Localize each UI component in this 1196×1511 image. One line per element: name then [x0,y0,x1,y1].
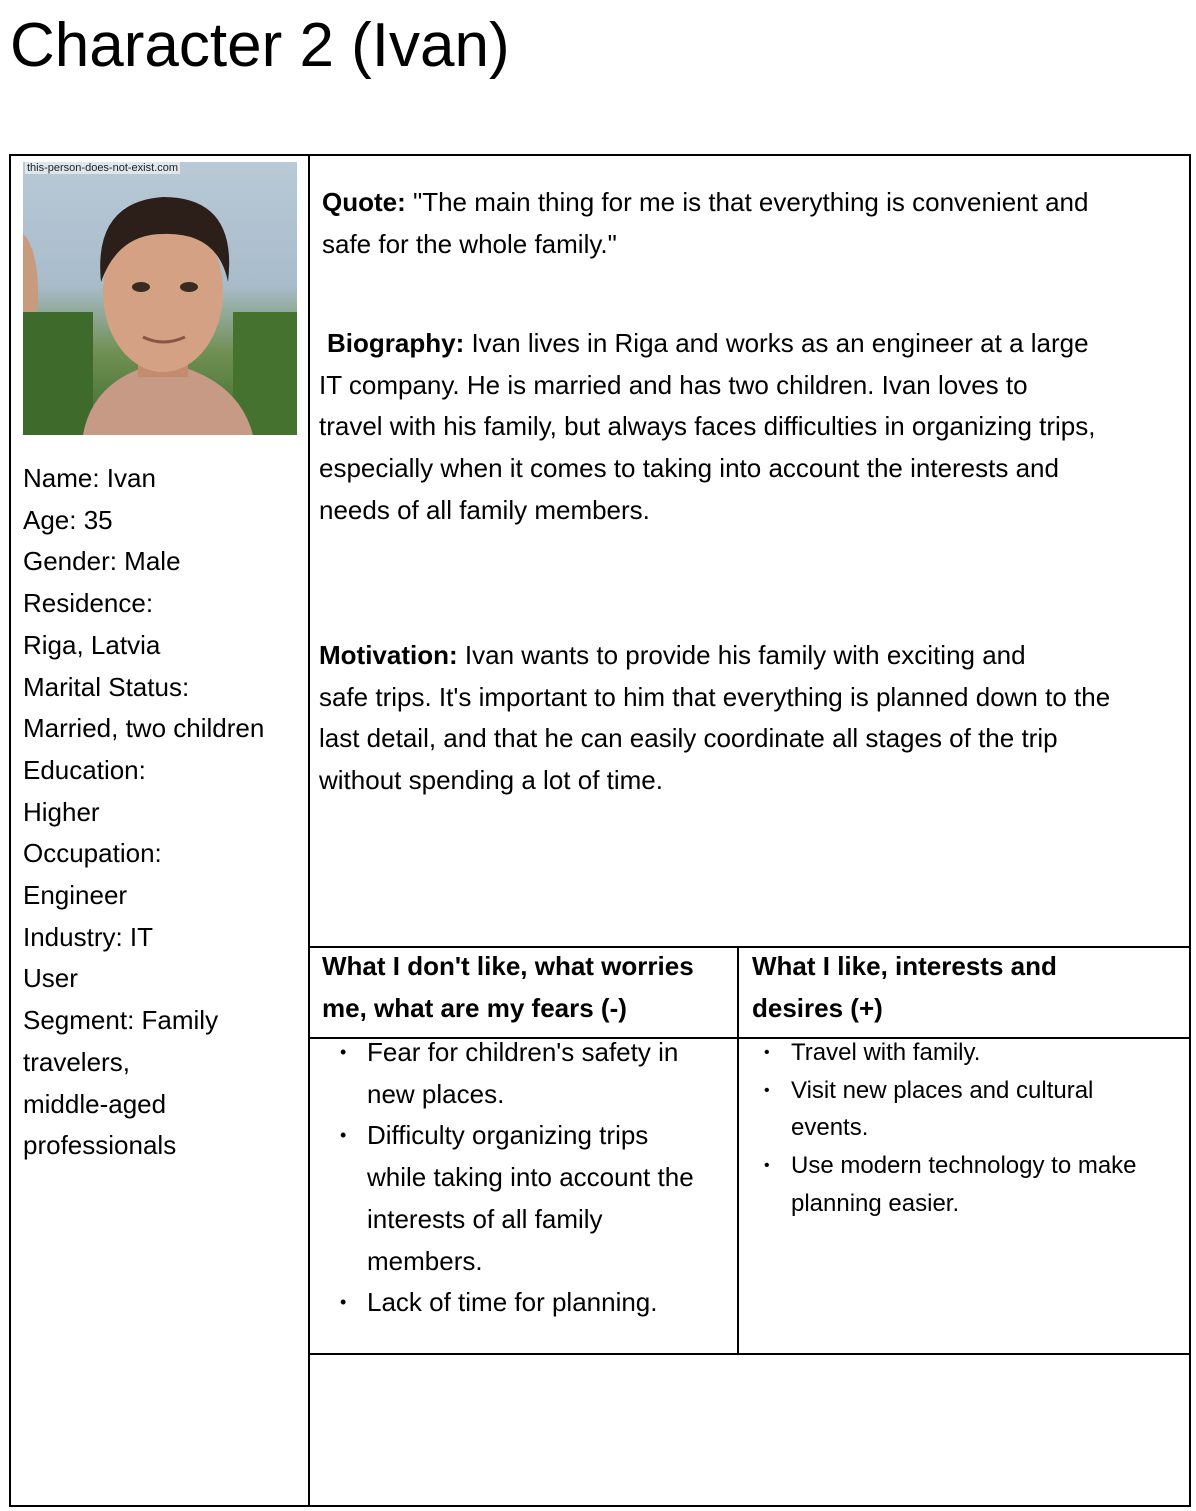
list-item-line: • Difficulty organizing trips [367,1120,649,1151]
dislikes-header [322,946,732,1029]
motivation-label: Motivation: [319,640,458,670]
profile-details [23,458,303,1167]
profile-line: Marital Status: [23,671,190,702]
profile-line: Engineer [23,880,128,911]
profile-line: Married, two children [23,713,265,744]
likes-header-line: What I like, interests and [752,951,1057,981]
profile-line: Residence: [23,588,154,619]
portrait-icon [23,162,297,435]
profile-line: middle-aged [23,1088,167,1119]
list-item [322,1115,732,1282]
motivation-text: safe trips. It's important to him that everything is planned down to the [319,681,1111,712]
photo-watermark: this-person-does-not-exist.com [27,162,179,174]
profile-line: professionals [23,1130,177,1161]
motivation-text: Ivan wants to provide his family with exciting and [457,640,1026,670]
motivation-section [319,635,1184,802]
list-item [746,1147,1186,1222]
list-item-line: new places. [367,1078,505,1109]
biography-text: especially when it comes to taking into account the interests and [319,453,1059,484]
list-item-line: • Travel with family. [791,1039,981,1066]
list-item-line: members. [367,1245,483,1276]
profile-line: Age: 35 [23,504,113,535]
quote-section [322,182,1182,265]
profile-line: Occupation: [23,838,162,869]
profile-line: Industry: IT [23,921,154,952]
likes-header-line: desires (+) [752,992,883,1023]
profile-line: Education: [23,754,146,785]
motivation-text: last detail, and that he can easily coordinate all stages of the trip [319,723,1058,754]
list-item [746,1072,1186,1147]
profile-line: travelers, [23,1046,130,1077]
profile-line: Gender: Male [23,546,181,577]
list-item [746,1034,1186,1072]
profile-line: Higher [23,796,100,827]
biography-label: Biography: [327,328,465,358]
profile-photo [23,162,297,435]
list-item [322,1282,732,1324]
dislikes-header-line: What I don't like, what worries [322,951,694,981]
column-divider [308,155,310,1507]
profile-line: Riga, Latvia [23,629,161,660]
biography-text: needs of all family members. [319,494,650,525]
biography-text: travel with his family, but always faces difficulties in organizing trips, [319,411,1096,442]
list-item-line: planning easier. [791,1189,960,1217]
list-item [322,1032,732,1115]
column-divider-likes [737,947,739,1354]
list-item-line: interests of all family [367,1203,603,1234]
motivation-text: without spending a lot of time. [319,765,663,796]
list-item-line: • Lack of time for planning. [367,1287,658,1318]
section-divider-bottom [309,1353,1191,1355]
biography-section [319,323,1184,532]
likes-list [746,1034,1186,1223]
likes-header [752,946,1182,1029]
list-item-line: while taking into account the [367,1162,694,1193]
profile-line: Name: Ivan [23,463,156,493]
profile-line: User [23,963,78,994]
biography-text: IT company. He is married and has two children. Ivan loves to [319,369,1028,400]
list-item-line: • Visit new places and cultural [791,1076,1094,1104]
list-item-line: events. [791,1114,869,1142]
list-item-line: • Fear for children's safety in [367,1037,679,1067]
dislikes-header-line: me, what are my fears (-) [322,992,627,1023]
dislikes-list [322,1032,732,1324]
quote-label: Quote: [322,187,406,217]
profile-line: Segment: Family [23,1005,219,1036]
biography-text: Ivan lives in Riga and works as an engineer at a large [464,328,1089,358]
quote-text: safe for the whole family." [322,228,617,259]
quote-text: "The main thing for me is that everything is convenient and [405,187,1089,217]
list-item-line: • Use modern technology to make [791,1152,1137,1180]
page-title: Character 2 (Ivan) [10,11,510,80]
